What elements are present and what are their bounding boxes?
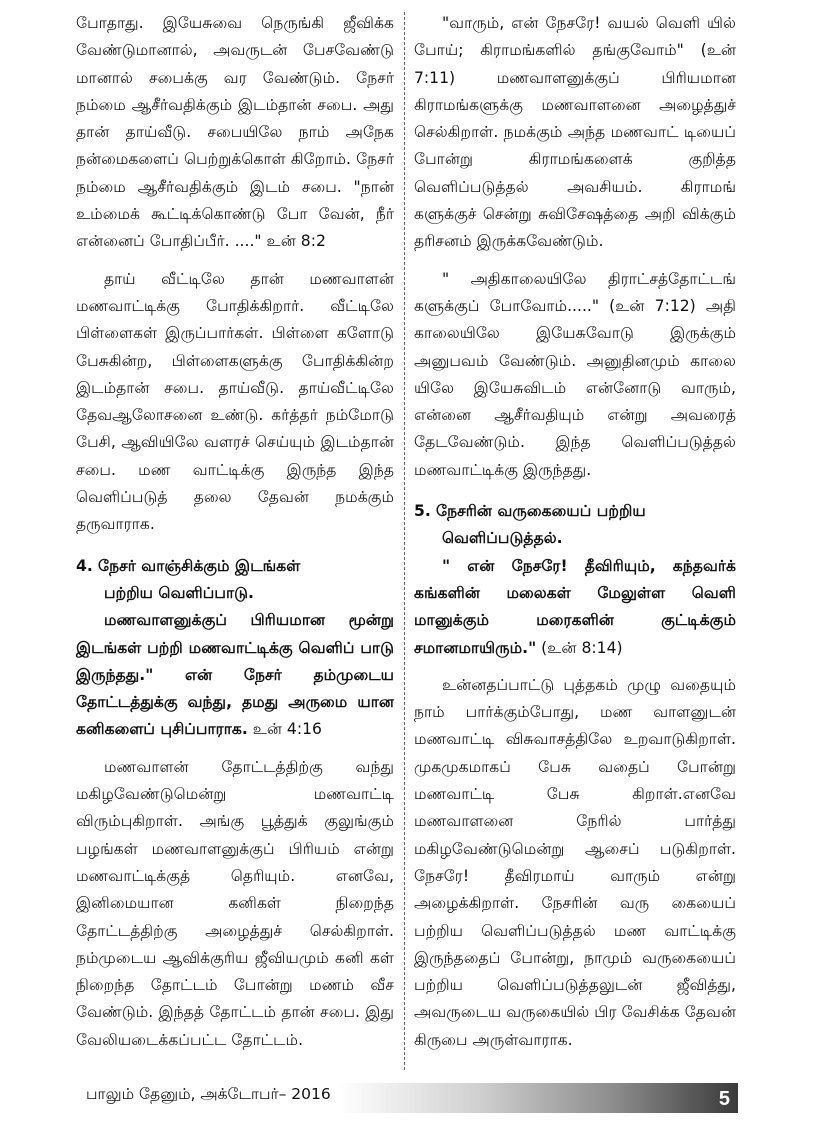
section-title-line2: பற்றிய வெளிப்பாடு.	[104, 583, 254, 602]
quote-text: " என் நேசரே! தீவிரியும், கந்தவர்க் கங்களின் மலைகள் மேலுள்ள வெளி மானுக்கும் மரைகளின் குட்டிக்கும் சமானமாயிரும்."	[414, 556, 736, 657]
paragraph: மணவாளன் தோட்டத்திற்கு வந்து மகிழவேண்டுமென்று மணவாட்டி விரும்புகிறாள். அங்கு பூத்துக் குலுங்கும் பழங்கள் மணவாளனுக்குப் பிரியம் என்று மணவாட்டிக்குத் தெரியும். எனவே, இனிமையான கனிகள் நிறைந்த தோட்டத்திற்கு அழைத்துச் செல்கிறாள். நம்முடைய ஆவிக்குரிய ஜீவியமும் கனி கள் நிறைந்த தோட்டம் போன்று மணம் வீச வேண்டும். இந்தத் தோட்டம் தான் சபை. இது வேலியடைக்கப்பட்ட தோட்டம்.	[76, 757, 394, 1049]
section-number: 5.	[414, 502, 431, 521]
quote-paragraph	[76, 607, 394, 743]
paragraph: " அதிகாலையிலே திராட்சத்தோட்டங் களுக்குப் போவோம்....." (உன் 7:12) அதி காலையிலே இயேசுவோடு இருக்கும் அனுபவம் வேண்டும். அனுதினமும் காலை யிலே இயேசுவிடம் என்னோடு வாரும், என்னை ஆசீர்வதியும் என்று அவரைத் தேடவேண்டும். இந்த வெளிப்படுத்தல் மணவாட்டிக்கு இருந்தது.	[414, 269, 736, 479]
quote-paragraph	[414, 553, 736, 662]
section-heading-5	[414, 498, 736, 525]
quote-text: மணவாளனுக்குப் பிரியமான மூன்று இடங்கள் பற்றி மணவாட்டிக்கு வெளிப் பாடு இருந்தது." என் நேசர் தம்முடைய தோட்டத்துக்கு வந்து, தமது அருமை யான கனிகளைப் புசிப்பாராக.	[76, 611, 394, 739]
right-column	[414, 10, 736, 1054]
left-column	[76, 10, 394, 1054]
section-number: 4.	[76, 556, 93, 575]
paragraph: "வாரும், என் நேசரே! வயல் வெளி யில் போய்; கிராமங்களில் தங்குவோம்" (உன் 7:11) மணவாளனுக்குப் பிரியமான கிராமங்களுக்கு மணவாளனை அழைத்துச் செல்கிறாள். நமக்கும் அந்த மணவாட் டியைப் போன்று கிராமங்களைக் குறித்த வெளிப்படுத்தல் அவசியம். கிராமங் களுக்குச் சென்று சுவிசேஷத்தை அறி விக்கும் தரிசனம் இருக்கவேண்டும்.	[414, 14, 736, 251]
page-number: 5	[718, 1088, 730, 1110]
paragraph: போதாது. இயேசுவை நெருங்கி ஜீவிக்க வேண்டுமானால், அவருடன் பேசவேண்டு மானால் சபைக்கு வர வேண்டும். நேசர் நம்மை ஆசீர்வதிக்கும் இடம்தான் சபை. அது தான் தாய்வீடு. சபையிலே நாம் அநேக நன்மைகளைப் பெற்றுக்கொள் கிறோம். நேசர் நம்மை ஆசீர்வதிக்கும் இடம் சபை. "நான் உம்மைக் கூட்டிக்கொண்டு போ வேன், நீர் என்னைப் போதிப்பீர். ...." உன் 8:2	[76, 14, 394, 251]
scripture-reference: உன் 4:16	[247, 720, 322, 739]
magazine-title: பாலும் தேனும், அக்டோபர்– 2016	[86, 1085, 331, 1103]
paragraph: தாய் வீட்டிலே தான் மணவாளன் மணவாட்டிக்கு போதிக்கிறார். வீட்டிலே பிள்ளைகள் இருப்பார்கள். பிள்ளை களோடு பேசுகின்ற, பிள்ளைகளுக்கு போதிக்கின்ற இடம்தான் சபை. தாய்வீடு. தாய்வீட்டிலே தேவஆலோசனை உண்டு. கர்த்தர் நம்மோடு பேசி, ஆவியிலே வளரச் செய்யும் இடம்தான் சபை. மண வாட்டிக்கு இருந்த இந்த வெளிப்படுத் தலை தேவன் நமக்கும் தருவாராக.	[76, 269, 394, 534]
column-divider	[404, 12, 405, 1070]
footer-gradient-bar	[338, 1083, 738, 1113]
section-title-line1: நேசரின் வருகையைப் பற்றிய	[436, 502, 646, 521]
section-heading-4	[76, 553, 394, 580]
paragraph: உன்னதப்பாட்டு புத்தகம் முழு வதையும் நாம் பார்க்கும்போது, மண வாளனுடன் மணவாட்டி விசுவாசத்திலே உறவாடுகிறாள். முகமுகமாகப் பேசு வதைப் போன்று மணவாட்டி பேசு கிறாள்.எனவே மணவாளனை நேரில் பார்த்து மகிழவேண்டுமென்று ஆசைப் படுகிறாள். நேசரே! தீவிரமாய் வாரும் என்று அழைக்கிறாள். நேசரின் வரு கையைப் பற்றிய வெளிப்படுத்தல் மண வாட்டிக்கு இருந்ததைப் போன்று, நாமும் வருகையைப் பற்றிய வெளிப்படுத்தலுடன் ஜீவித்து, அவருடைய வருகையில் பிர வேசிக்க தேவன் கிருபை அருள்வாராக.	[414, 675, 736, 1049]
scripture-reference: (உன் 8:14)	[536, 638, 623, 657]
section-title-line2: வெளிப்படுத்தல்.	[442, 529, 563, 548]
section-title-line1: நேசர் வாஞ்சிக்கும் இடங்கள்	[98, 556, 301, 575]
page-footer	[76, 1079, 738, 1115]
